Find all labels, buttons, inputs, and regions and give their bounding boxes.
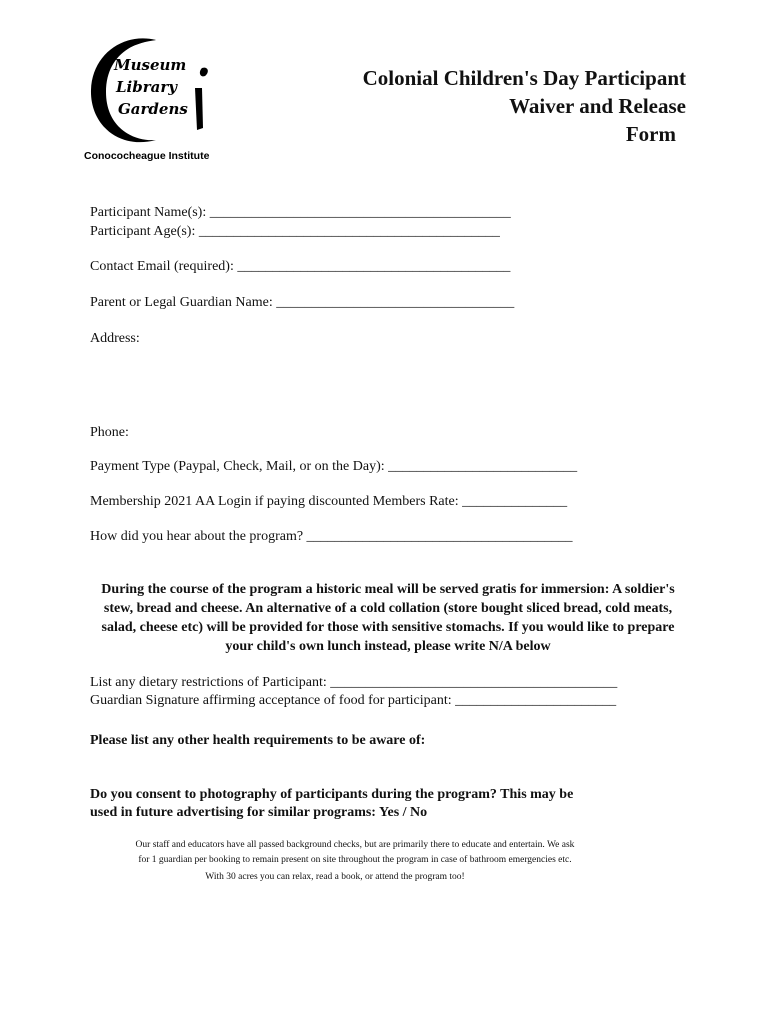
payment-type-field[interactable]: Payment Type (Paypal, Check, Mail, or on the Day): ___________________________ (90, 459, 578, 474)
guardian-name-field[interactable]: Parent or Legal Guardian Name: __________________________________ (90, 295, 515, 310)
health-requirements-heading: Please list any other health requirements to be aware of: (90, 733, 426, 748)
photo-consent-line-1: Do you consent to photography of participants during the program? This may be (90, 787, 574, 802)
participant-names-field[interactable]: Participant Name(s): ___________________________________________ (90, 205, 511, 220)
footer-note-line-1: Our staff and educators have all passed background checks, but are primarily there to educate and entertain. We ask (135, 840, 575, 850)
institute-logo (84, 32, 234, 164)
footer-note-line-2: for 1 guardian per booking to remain present on site throughout the program in case of bathroom emergencies etc. (138, 855, 572, 865)
address-field[interactable]: Address: (90, 331, 140, 346)
logo-word-library: Library (116, 78, 177, 96)
dietary-restrictions-field[interactable]: List any dietary restrictions of Participant: _________________________________________ (90, 675, 618, 690)
form-title-line-3: Form (625, 122, 676, 146)
logo-caption: Conococheague Institute (84, 150, 210, 162)
form-title (306, 64, 686, 148)
participant-ages-field[interactable]: Participant Age(s): ___________________________________________ (90, 224, 500, 239)
phone-field[interactable]: Phone: (90, 425, 129, 440)
footer-note-line-3: With 30 acres you can relax, read a book, or attend the program too! (205, 872, 465, 882)
membership-field[interactable]: Membership 2021 AA Login if paying discounted Members Rate: _______________ (90, 494, 568, 509)
form-title-line-2: Waiver and Release (509, 94, 686, 118)
food-signature-field[interactable]: Guardian Signature affirming acceptance of food for participant: _______________________ (90, 693, 617, 708)
form-title-line-1: Colonial Children's Day Participant (362, 66, 686, 90)
photo-consent-line-2: used in future advertising for similar programs: Yes / No (90, 805, 428, 820)
meal-notice: During the course of the program a historic meal will be served gratis for immersion: A soldier's stew, bread and cheese. An alternative of a cold collation (store bought sliced bread, cold meats, salad, cheese etc) will be provided for those with sensitive stomachs. If you would like to prepare your child's own lunch instead, please write N/A below (101, 582, 675, 654)
heard-about-field[interactable]: How did you hear about the program? ______________________________________ (90, 529, 573, 544)
logo-word-gardens: Gardens (118, 100, 188, 118)
contact-email-field[interactable]: Contact Email (required): _______________________________________ (90, 259, 511, 274)
logo-word-museum: Museum (114, 56, 187, 74)
